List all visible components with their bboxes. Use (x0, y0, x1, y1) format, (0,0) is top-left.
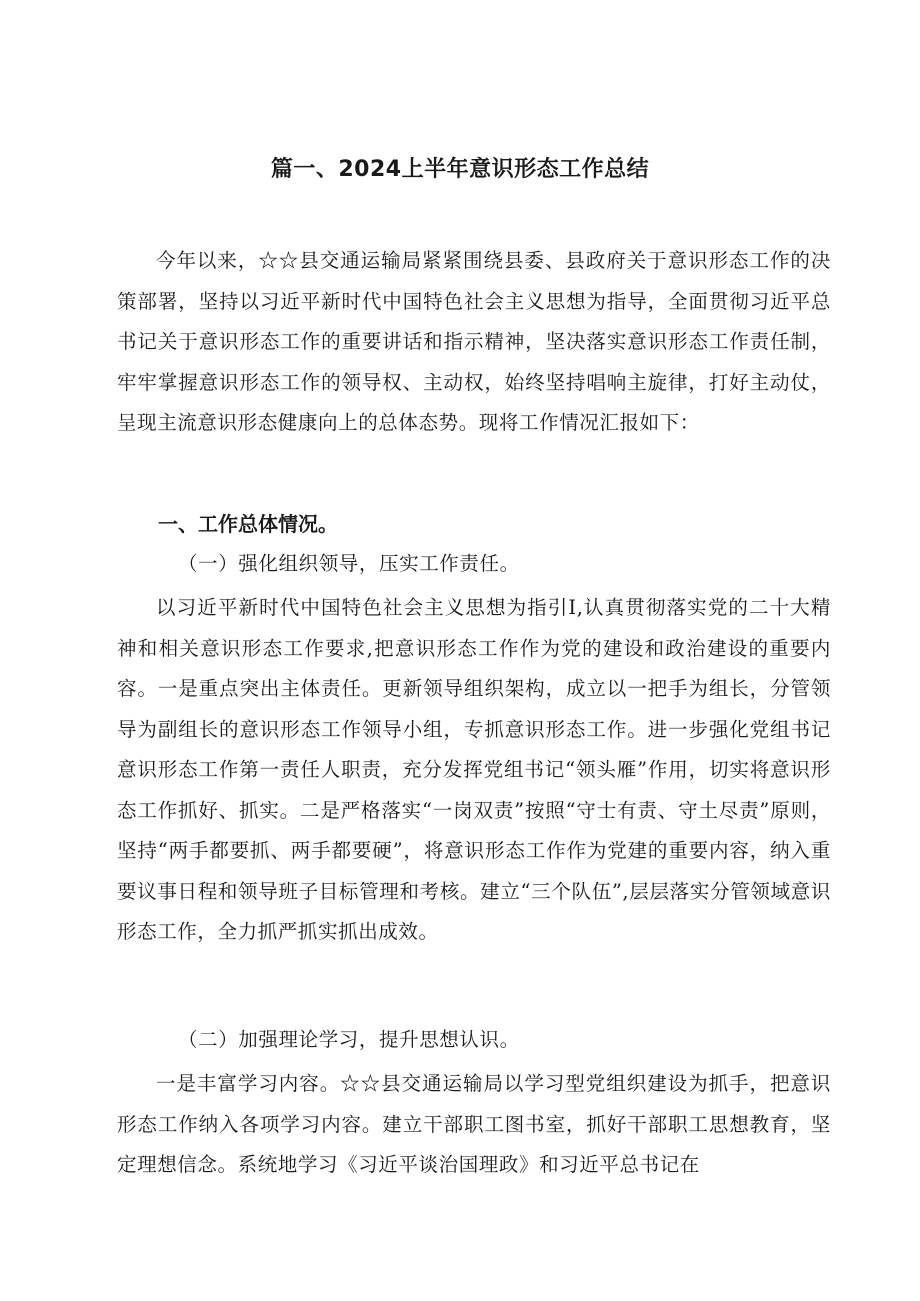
section-1-heading: 一、工作总体情况。 (158, 512, 338, 536)
subsection-1-paragraph: 以习近平新时代中国特色社会主义思想为指引I,认真贯彻落实党的二十大精神和相关意识形态工作要求,把意识形态工作作为党的建设和政治建设的重要内容。一是重点突出主体责任。更新领导组织架构，成立以一把手为组长，分管领导为副组长的意识形态工作领导小组，专抓意识形态工作。进一步强化党组书记意识形态工作第一责任人职责，充分发挥党组书记“领头雁”作用，切实将意识形态工作抓好、抓实。二是严格落实“一岗双责”按照“守士有责、守土尽责”原则，坚持“两手都要抓、两手都要硬”，将意识形态工作作为党建的重要内容，纳入重要议事日程和领导班子目标管理和考核。建立“三个队伍”,层层落实分管领域意识形态工作，全力抓严抓实抓出成效。 (117, 596, 831, 943)
intro-block (117, 241, 831, 444)
document-title: 篇一、2024上半年意识形态工作总结 (270, 157, 650, 182)
subsection-2-heading: （二）加强理论学习，提升思想认识。 (178, 1028, 520, 1051)
subsection-1-heading: （一）强化组织领导，压实工作责任。 (178, 552, 520, 575)
subsection-1-block (117, 588, 831, 953)
intro-paragraph: 今年以来，☆☆县交通运输局紧紧围绕县委、县政府关于意识形态工作的决策部署，坚持以习近平新时代中国特色社会主义思想为指导，全面贯彻习近平总书记关于意识形态工作的重要讲话和指示精神，坚决落实意识形态工作责任制，牢牢掌握意识形态工作的领导权、主动权，始终坚持唱响主旋律，打好主动仗，呈现主流意识形态健康向上的总体态势。现将工作情况汇报如下： (117, 249, 831, 434)
subsection-2-paragraph: 一是丰富学习内容。☆☆县交通运输局以学习型党组织建设为抓手，把意识形态工作纳入各项学习内容。建立干部职工图书室，抓好干部职工思想教育，坚定理想信念。系统地学习《习近平谈治国理政》和习近平总书记在 (117, 1072, 831, 1176)
subsection-2-block (117, 1064, 831, 1186)
